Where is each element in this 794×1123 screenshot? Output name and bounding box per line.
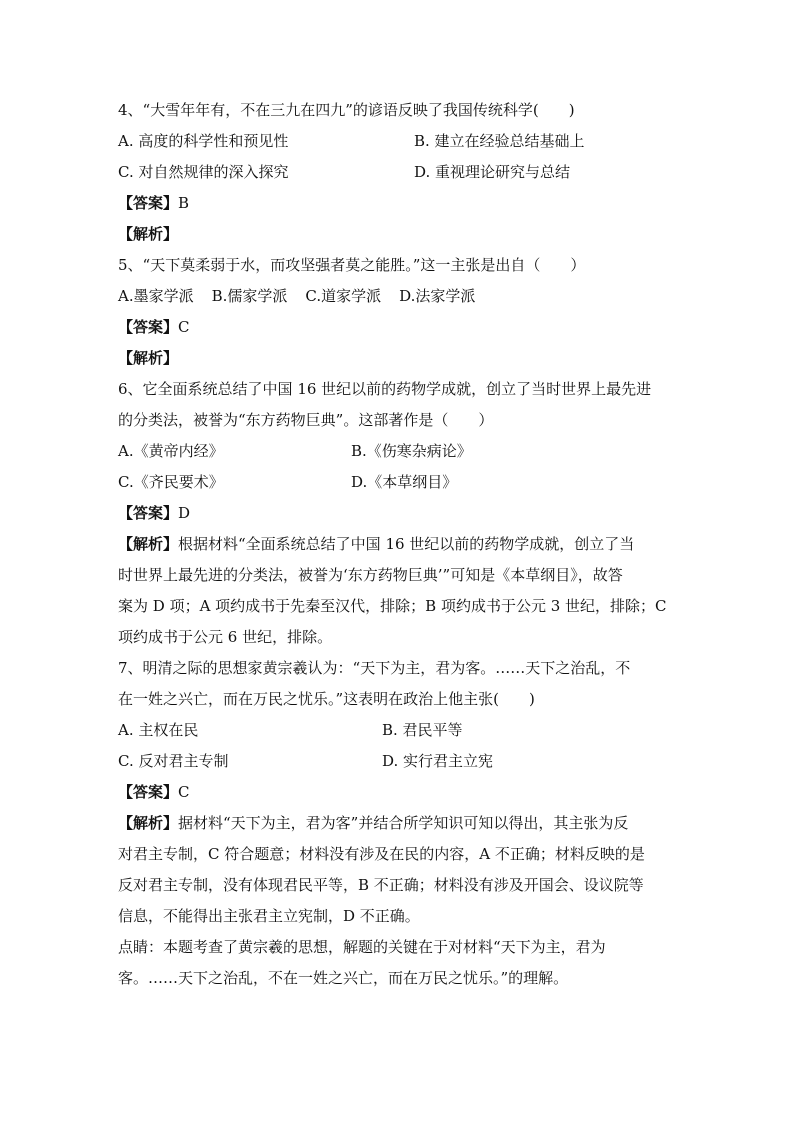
question-4 [118,95,678,250]
analysis-line: 信息，不能得出主张君主立宪制，D 不正确。 [118,907,420,925]
stem-line: 6、它全面系统总结了中国 16 世纪以前的药物学成就，创立了当时世界上最先进 [118,380,652,398]
analysis-tag: 【解析】 [118,814,179,832]
option-b: B.《伤寒杂病论》 [351,442,472,460]
answer-tag: 【答案】 [118,194,179,212]
answer-value: C [178,318,190,336]
analysis-block [118,808,678,932]
option-a: A. 主权在民 [118,721,199,739]
option-a: A. 高度的科学性和预见性 [118,132,289,150]
option-c: C.《齐民要术》 [118,473,224,491]
question-5 [118,250,678,374]
analysis-text: 据材料“天下为主，君为客”并结合所学知识可知以得出，其主张为反 [178,814,629,832]
analysis-line: 对君主专制，C 符合题意；材料没有涉及在民的内容，A 不正确；材料反映的是 [118,845,645,863]
option-b: B. 建立在经验总结基础上 [414,132,585,150]
stem-line: 在一姓之兴亡，而在万民之忧乐。”这表明在政治上他主张( ) [118,690,535,708]
stem-line: 7、明清之际的思想家黄宗羲认为：“天下为主，君为客。……天下之治乱，不 [118,659,631,677]
comment-line: 点睛：本题考查了黄宗羲的思想，解题的关键在于对材料“天下为主，君为 [118,938,606,956]
option-b: B.儒家学派 [211,287,288,305]
answer-tag: 【答案】 [118,783,179,801]
option-c: C. 反对君主专制 [118,752,229,770]
question-stem [118,374,678,436]
analysis-line [118,219,678,250]
option-a: A.《黄帝内经》 [118,442,224,460]
options-row [118,746,678,777]
analysis-line [118,343,678,374]
answer-line [118,498,678,529]
question-stem: 5、“天下莫柔弱于水，而攻坚强者莫之能胜。”这一主张是出自（ ） [118,256,586,274]
option-a: A.墨家学派 [118,287,194,305]
option-d: D.《本草纲目》 [351,473,458,491]
options-row [118,715,678,746]
options-row [118,157,678,188]
option-c: C. 对自然规律的深入探究 [118,163,289,181]
answer-line [118,777,678,808]
answer-tag: 【答案】 [118,318,179,336]
stem-line: 的分类法，被誉为“东方药物巨典”。这部著作是（ ） [118,411,494,429]
option-d: D. 重视理论研究与总结 [414,163,571,181]
analysis-block [118,529,678,653]
answer-line [118,188,678,219]
options-row [118,281,678,312]
analysis-line [118,808,678,839]
analysis-line: 案为 D 项；A 项约成书于先秦至汉代，排除；B 项约成书于公元 3 世纪，排除；C [118,597,667,615]
answer-line [118,312,678,343]
options-row [118,436,678,467]
answer-value: B [178,194,190,212]
question-stem [118,653,678,715]
option-d: D. 实行君主立宪 [382,752,494,770]
option-b: B. 君民平等 [382,721,463,739]
analysis-line: 反对君主专制，没有体现君民平等，B 不正确；材料没有涉及开国会、设议院等 [118,876,644,894]
answer-value: D [178,504,191,522]
answer-tag: 【答案】 [118,504,179,522]
answer-value: C [178,783,190,801]
options-row [118,467,678,498]
analysis-tag: 【解析】 [118,225,179,243]
analysis-line [118,529,678,560]
analysis-tag: 【解析】 [118,535,179,553]
option-c: C.道家学派 [305,287,382,305]
comment-line: 客。……天下之治乱，不在一姓之兴亡，而在万民之忧乐。”的理解。 [118,969,569,987]
analysis-line: 项约成书于公元 6 世纪，排除。 [118,628,333,646]
options-row [118,126,678,157]
document-page [118,95,678,994]
question-6 [118,374,678,653]
question-stem: 4、“大雪年年有，不在三九在四九”的谚语反映了我国传统科学( ) [118,101,575,119]
question-7 [118,653,678,994]
analysis-tag: 【解析】 [118,349,179,367]
comment-block [118,932,678,994]
analysis-text: 根据材料“全面系统总结了中国 16 世纪以前的药物学成就，创立了当 [178,535,635,553]
analysis-line: 时世界上最先进的分类法，被誉为‘东方药物巨典’”可知是《本草纲目》，故答 [118,566,623,584]
option-d: D.法家学派 [399,287,476,305]
